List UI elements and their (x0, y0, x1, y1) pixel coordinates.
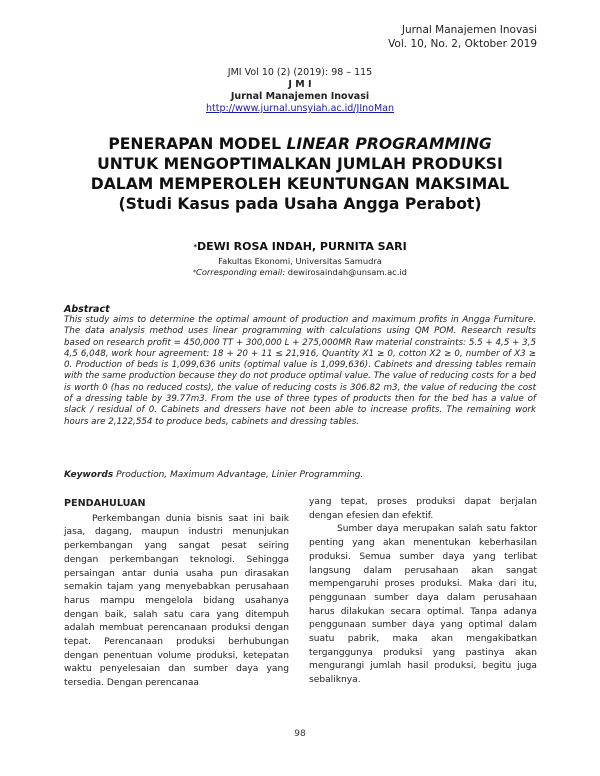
left-column (64, 497, 289, 691)
corresponding-email: *Corresponding email: dewirosaindah@unsam.ac.id (193, 267, 407, 277)
journal-volume: Vol. 10, No. 2, Oktober 2019 (388, 38, 537, 50)
keywords-label: Keywords (64, 470, 114, 480)
title-line-4: (Studi Kasus pada Usaha Angga Perabot) (118, 195, 482, 213)
journal-url-link[interactable]: http://www.jurnal.unsyiah.ac.id/JInoMan (206, 103, 394, 114)
author-list (0, 240, 600, 254)
paragraph: yang tepat, proses produksi dapat berjalan dengan efesien dan efektif. (309, 497, 537, 521)
paper-title (0, 134, 600, 214)
keywords (64, 470, 363, 481)
title-line-1: PENERAPAN MODEL LINEAR PROGRAMMING (108, 135, 492, 153)
keywords-text: Production, Maximum Advantage, Linier Programming. (113, 470, 364, 480)
journal-abbr: J M I (288, 79, 312, 90)
citation: JMI Vol 10 (2) (2019): 98 – 115 (227, 67, 373, 78)
paragraph: Perkembangan dunia bisnis saat ini baik jasa, dagang, maupun industri menunjukan perkembangan yang sangat pesat seiring dengan perkembangan teknologi. Sehingga persaingan antar dunia usaha pun dirasakan semakin tajam yang menyebabkan perusahaan harus mampu mengelola bidang usahanya dengan baik, salah satu cara yang ditempuh adalah membuat perencanaan produksi dengan tepat. Perencanaan produksi berhubungan dengan penentuan volume produksi, ketepatan waktu penyelesaian dan sumber daya yang tersedia. Dengan perencanaa (64, 513, 289, 689)
journal-name: Jurnal Manajemen Inovasi (401, 24, 537, 36)
title-line-3: DALAM MEMPEROLEH KEUNTUNGAN MAKSIMAL (90, 175, 510, 193)
author-marker: * (193, 243, 197, 251)
author-names: DEWI ROSA INDAH, PURNITA SARI (196, 240, 407, 253)
journal-meta (0, 67, 600, 115)
affiliation-block (0, 256, 600, 278)
running-header (388, 23, 537, 51)
journal-full-name: Jurnal Manajemen Inovasi (230, 91, 370, 102)
affiliation: Fakultas Ekonomi, Universitas Samudra (218, 256, 382, 266)
page-number: 98 (294, 729, 306, 739)
right-column (309, 496, 537, 688)
abstract-heading: Abstract (64, 304, 110, 315)
abstract-text: This study aims to determine the optimal amount of production and maximum profits in Angga Furniture. The data analysis method uses linear programming with calculations using QM POM. Research results based on research profit = 450,000 TT + 300,000 L + 275,000MR Raw material constraints: 5.5 + 4,5 + 3,5 4,5 6,048, work hour agreement: 18 + 20 + 11 ≤ 21,916, Quantity X1 ≥ 0, cotton X2 ≥ 0, number of X3 ≥ 0. Production of beds is 1,099,636 units (optimal value is 1,099,636). Cabinets and dressing tables remain with the same production because they do not produce optimal value. The value of reducing costs for a bed is worth 0 (has no reduced costs), the value of reducing costs is 306.82 m3, the value of reducing the cost of a dressing table by 39.77m3. From the use of three types of products then for the bed has a value of slack / residual of 0. Cabinets and dressers have not been able to increase profits. The remaining work hours are 2,122,554 to produce beds, cabinets and dressing tables. (64, 315, 536, 427)
paragraph: Sumber daya merupakan salah satu faktor penting yang akan menentukan keberhasilan produksi. Semua sumber daya yang terlibat langsung dalam perusahaan akan sangat mempengaruhi proses produksi. Maka dari itu, penggunaan sumber daya dalam perusahaan harus dilakukan secara optimal. Tanpa adanya penggunaan sumber daya yang optimal dalam suatu pabrik, maka akan mengakibatkan terganggunya produksi yang pastinya akan mengurangi jumlah hasil produksi, begitu juga sebaliknya. (309, 524, 537, 686)
title-emphasis: LINEAR PROGRAMMING (286, 135, 492, 153)
section-heading: PENDAHULUAN (64, 498, 146, 509)
title-line-2: UNTUK MENGOPTIMALKAN JUMLAH PRODUKSI (97, 155, 503, 173)
